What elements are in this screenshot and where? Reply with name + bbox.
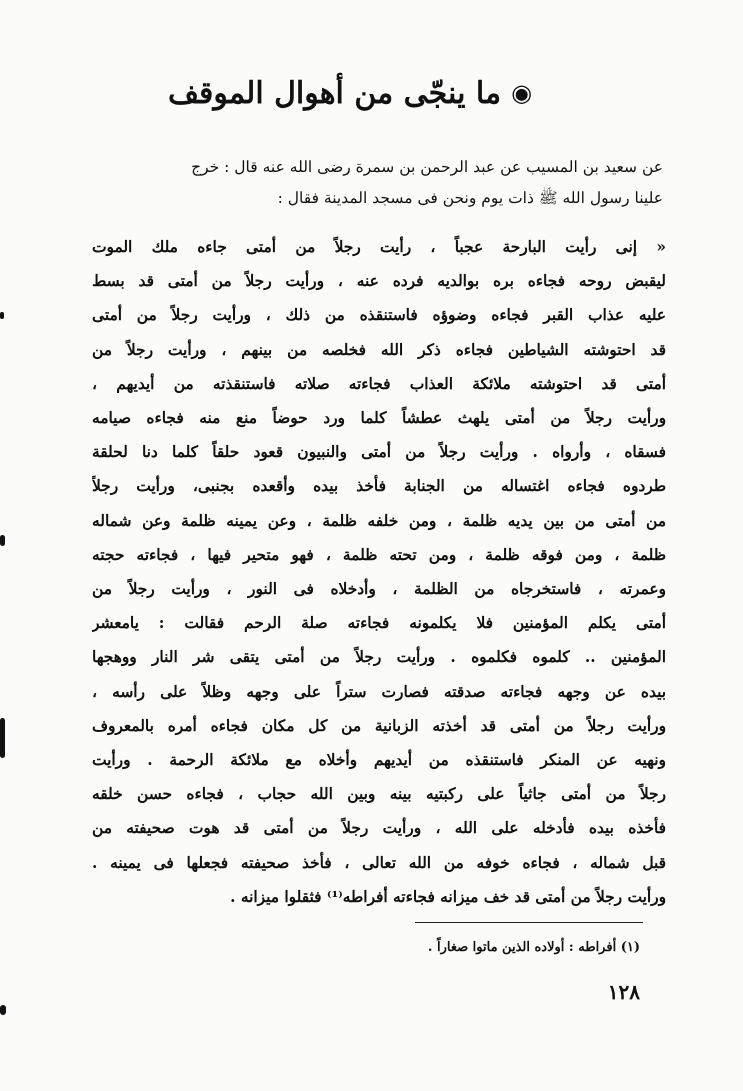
- body-line: ورأيت رجلاً من أمتى قد أخذته الزبانية من كل مكان فجاءه أمره بالمعروف: [92, 716, 666, 735]
- footnote-divider: [415, 922, 643, 923]
- body-line: من أمتى من بين يديه ظلمة ، ومن خلفه ظلمة ، وعن يمينه ظلمة وعن شماله: [92, 511, 666, 530]
- intro-line: علينا رسول الله ﷺ ذات يوم ونحن فى مسجد المدينة فقال :: [277, 189, 663, 207]
- body-line: عليه عذاب القبر فجاءه وضوؤه فاستنقذه من ذلك ، ورأيت رجلاً من أمتى: [92, 306, 666, 325]
- body-line: فأخذه بيده فأدخله على الله ، ورأيت رجلاً من أمتى قد هوت صحيفته من: [92, 819, 666, 838]
- body-line: « إنى رأيت البارحة عجباً ، رأيت رجلاً من أمتى جاءه ملك الموت: [92, 238, 666, 256]
- page-number: ١٢٨: [607, 980, 640, 1004]
- body-line: ورأيت رجلاً من أمتى قد خف ميزانه فجاءته أفراطه⁽¹⁾ فثقلوا ميزانه .: [230, 887, 666, 906]
- footnote: (١) أفراطه : أولاده الذين ماتوا صغاراً .: [427, 940, 640, 955]
- body-line: بيده عن وجهه فجاءته صدقته فصارت ستراً على وجهه وظلاً على رأسه ،: [92, 682, 666, 701]
- scan-edge-mark: [0, 718, 5, 758]
- body-line: فسقاه ، وأرواه . ورأيت رجلاً من أمتى والنبيون قعود حلقاً كلما دنا لحلقة: [92, 443, 666, 462]
- body-line: ونهيه عن المنكر فاستنقذه من أيديهم وأخلاه مع ملائكة الرحمة . ورأيت: [92, 751, 666, 770]
- scan-edge-mark: [0, 1005, 6, 1015]
- chapter-title-text: ما ينجّى من أهوال الموقف: [167, 76, 502, 111]
- intro-line: عن سعيد بن المسيب عن عبد الرحمن بن سمرة رضى الله عنه قال : خرج: [191, 158, 663, 176]
- body-line: قبل شماله ، فجاءه خوفه من الله تعالى ، فأخذ صحيفته فجعلها فى يمينه .: [92, 853, 666, 872]
- scan-edge-mark: [0, 535, 5, 546]
- hadith-chain-intro: [90, 152, 663, 214]
- body-line: ليقبض روحه فجاءه بره بوالديه فرده عنه ، ورأيت رجلاً من أمتى قد بسط: [92, 272, 666, 291]
- body-line: المؤمنين .. كلموه فكلموه . ورأيت رجلاً من أمتى يتقى شر النار ووهجها: [92, 648, 666, 667]
- title-bullet-icon: ◉: [511, 78, 533, 107]
- body-line: ظلمة ، ومن فوقه ظلمة ، ومن تحته ظلمة ، فهو متحير فيها ، فجاءته حجته: [92, 545, 666, 564]
- body-line: ورأيت رجلاً من أمتى يلهث عطشاً كلما ورد حوضاً منع منه فجاءه صيامه: [92, 409, 666, 428]
- body-line: أمتى قد احتوشته ملائكة العذاب فجاءته صلاته فاستنقذته من أيديهم ،: [92, 374, 666, 393]
- body-line: أمتى يكلم المؤمنين فلا يكلمونه فجاءته صلة الرحم فقالت : يامعشر: [92, 614, 666, 633]
- body-line: قد احتوشته الشياطين فجاءه ذكر الله فخلصه من بينهم ، ورأيت رجلاً من: [92, 340, 666, 359]
- hadith-body: [92, 230, 666, 914]
- body-line: طردوه فجاءه اغتساله من الجنابة فأخذ بيده وأقعده بجنبى، ورأيت رجلاً: [92, 477, 666, 496]
- scan-edge-mark: [0, 312, 4, 319]
- body-line: رجلاً من أمتى جاثياً على ركبتيه بينه وبين الله حجاب ، فجاءه حسن خلقه: [92, 785, 666, 804]
- chapter-title: [100, 70, 600, 117]
- body-line: وعمرته ، فاستخرجاه من الظلمة ، وأدخلاه فى النور ، ورأيت رجلاً من: [92, 580, 666, 599]
